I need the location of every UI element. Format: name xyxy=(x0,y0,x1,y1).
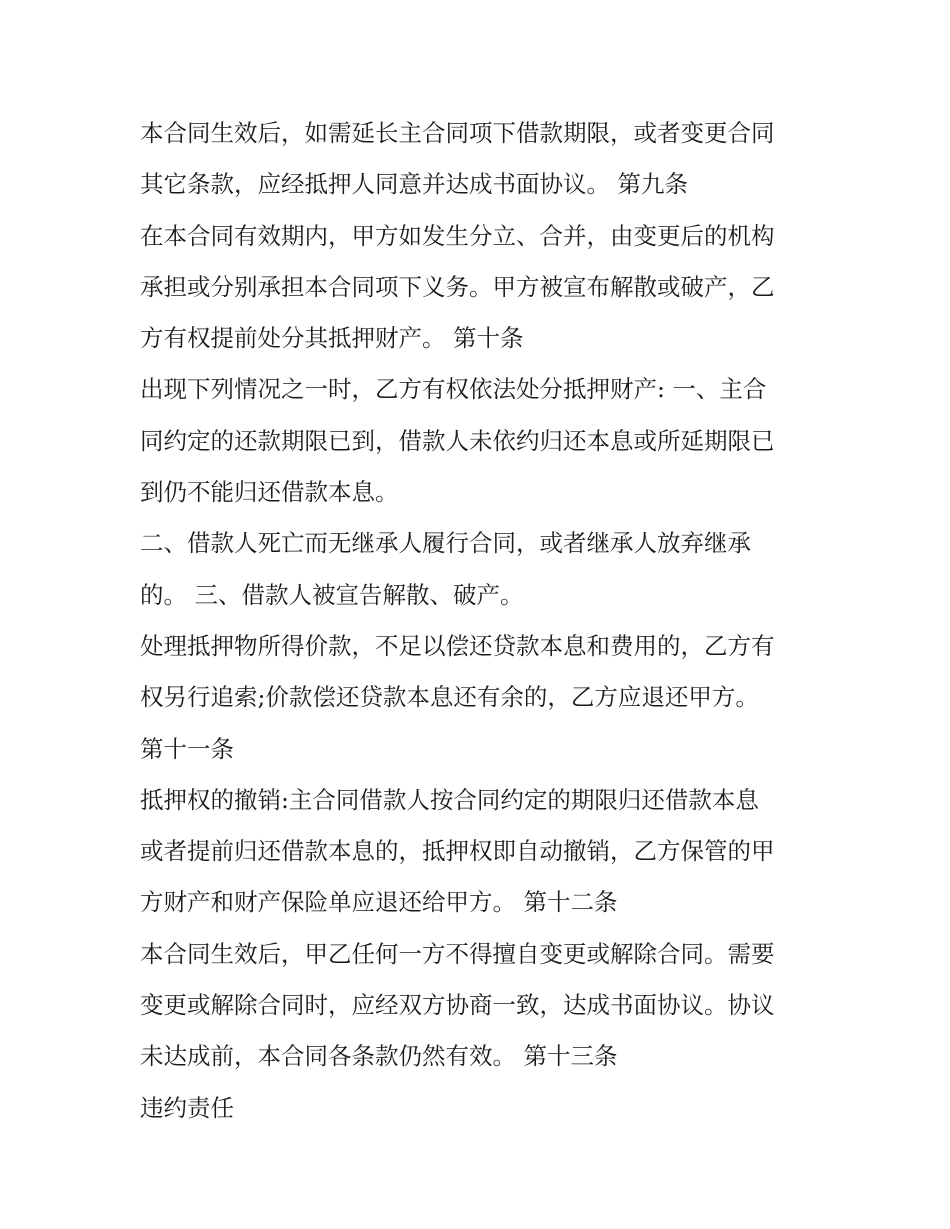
text-line-16: 方财产和财产保险单应退还给甲方。 第十二条 xyxy=(140,888,618,917)
text-line-7: 同约定的还款期限已到，借款人未依约归还本息或所延期限已 xyxy=(140,426,775,455)
text-line-19: 未达成前，本合同各条款仍然有效。 第十三条 xyxy=(140,1042,618,1071)
contract-text-body xyxy=(140,108,840,1134)
text-line-10: 的。 三、借款人被宣告解散、破产。 xyxy=(140,580,524,609)
text-line-18: 变更或解除合同时，应经双方协商一致，达成书面协议。协议 xyxy=(140,991,775,1020)
text-line-15: 或者提前归还借款本息的，抵押权即自动撤销，乙方保管的甲 xyxy=(140,837,775,866)
text-line-13: 第十一条 xyxy=(140,734,234,763)
text-line-1: 本合同生效后，如需延长主合同项下借款期限，或者变更合同 xyxy=(140,119,775,147)
text-line-4: 承担或分别承担本合同项下义务。甲方被宣布解散或破产，乙 xyxy=(140,272,775,301)
text-line-11: 处理抵押物所得价款，不足以偿还贷款本息和费用的，乙方有 xyxy=(140,631,775,660)
text-line-9: 二、借款人死亡而无继承人履行合同，或者继承人放弃继承 xyxy=(140,529,751,558)
text-line-14: 抵押权的撤销:主合同借款人按合同约定的期限归还借款本息 xyxy=(140,785,759,814)
text-line-5: 方有权提前处分其抵押财产。 第十条 xyxy=(140,324,524,353)
text-line-20: 违约责任 xyxy=(140,1093,234,1122)
text-line-6: 出现下列情况之一时，乙方有权依法处分抵押财产: 一、主合 xyxy=(140,375,767,404)
text-line-3: 在本合同有效期内，甲方如发生分立、合并，由变更后的机构 xyxy=(140,221,775,250)
text-line-17: 本合同生效后，甲乙任何一方不得擅自变更或解除合同。需要 xyxy=(140,939,775,968)
text-line-12: 权另行追索;价款偿还贷款本息还有余的，乙方应退还甲方。 xyxy=(140,683,759,712)
text-line-2: 其它条款，应经抵押人同意并达成书面协议。 第九条 xyxy=(140,170,688,199)
text-line-8: 到仍不能归还借款本息。 xyxy=(140,478,399,507)
